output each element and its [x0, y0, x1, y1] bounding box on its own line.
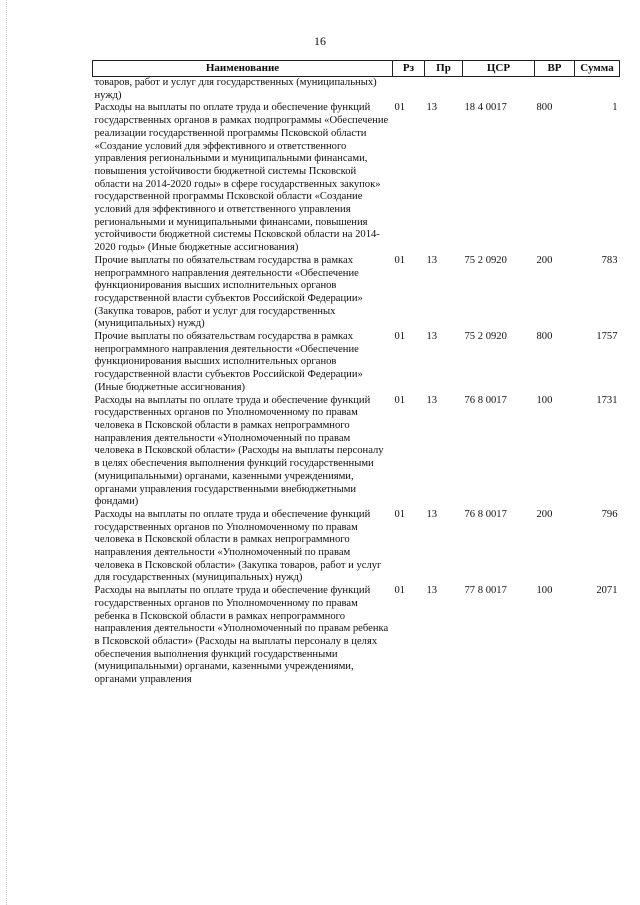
row-name: Расходы на выплаты по оплате труда и обеспечение функций государственных органов по Уполномоченному по правам человека в Псковской области в рамках непрограммного направления деятельности «Уполномоченный по правам человека в Псковской области» (Закупка товаров, работ и услуг для государственных (муниципальных) нужд)	[94, 508, 382, 584]
table-row	[93, 102, 620, 254]
row-csr: 18 4 0017	[464, 102, 507, 114]
row-csr: 76 8 0017	[464, 508, 507, 520]
row-sum: 796	[601, 508, 618, 520]
table-row	[93, 585, 620, 687]
row-sum: 1757	[596, 331, 618, 343]
row-rz: 01	[394, 394, 406, 406]
table-row	[93, 509, 620, 585]
header-rz: Рз	[393, 61, 425, 77]
row-csr: 75 2 0920	[464, 254, 507, 266]
row-csr: 77 8 0017	[464, 585, 507, 597]
row-csr: 75 2 0920	[464, 331, 507, 343]
scan-edge	[6, 0, 8, 905]
table-row	[93, 395, 620, 509]
row-rz: 01	[394, 508, 406, 520]
header-sum: Сумма	[575, 61, 620, 77]
row-vr: 200	[536, 508, 553, 520]
row-sum: 1731	[596, 394, 618, 406]
row-vr: 100	[536, 394, 553, 406]
row-pr: 13	[426, 508, 438, 520]
row-csr: 76 8 0017	[464, 394, 507, 406]
row-pr: 13	[426, 394, 438, 406]
table-header-row	[93, 61, 620, 77]
table-row	[93, 77, 620, 103]
row-vr: 100	[536, 585, 553, 597]
header-pr: Пр	[425, 61, 463, 77]
row-pr: 13	[426, 585, 438, 597]
row-vr: 200	[536, 254, 553, 266]
row-pr: 13	[426, 331, 438, 343]
row-sum: 1	[612, 102, 618, 114]
row-name: Прочие выплаты по обязательствам государства в рамках непрограммного направления деятельности «Обеспечение функционирования высших исполнительных органов государственной власти субъектов Российской Федерации» (Закупка товаров, работ и услуг для государственных (муниципальных) нужд)	[94, 254, 363, 330]
row-name-continuation: товаров, работ и услуг для государственных (муниципальных) нужд)	[94, 77, 377, 101]
row-vr: 800	[536, 102, 553, 114]
row-rz: 01	[394, 585, 406, 597]
row-rz: 01	[394, 331, 406, 343]
row-name: Расходы на выплаты по оплате труда и обеспечение функций государственных органов по Уполномоченному по правам ребенка в Псковской области в рамках непрограммного направления деятельности «Уполномоченный по правам ребенка в Псковской области» (Расходы на выплаты персоналу в целях обеспечения выполнения функций государственными (муниципальными) органами, казенными учреждениями, органами управления	[94, 585, 389, 686]
row-name: Расходы на выплаты по оплате труда и обеспечение функций государственных органов в рамках подпрограммы «Обеспечение реализации государственной программы Псковской области «Создание условий для эффективного и ответственного управления региональными и муниципальными финансами, повышения устойчивости бюджетной системы Псковской области на 2014-2020 годы» в сфере государственных закупок» государственной программы Псковской области «Создание условий для эффективного и ответственного управления региональными и муниципальными финансами, повышения устойчивости бюджетной системы Псковской области на 2014-2020 годы» (Иные бюджетные ассигнования)	[94, 102, 389, 254]
header-csr: ЦСР	[463, 61, 535, 77]
row-vr: 800	[536, 331, 553, 343]
budget-table	[92, 60, 620, 687]
table-row	[93, 255, 620, 331]
table-row	[93, 331, 620, 395]
header-vr: ВР	[535, 61, 575, 77]
row-name: Прочие выплаты по обязательствам государства в рамках непрограммного направления деятельности «Обеспечение функционирования высших исполнительных органов государственной власти субъектов Российской Федерации» (Иные бюджетные ассигнования)	[94, 331, 363, 393]
row-sum: 2071	[596, 585, 618, 597]
row-pr: 13	[426, 102, 438, 114]
row-pr: 13	[426, 254, 438, 266]
row-rz: 01	[394, 254, 406, 266]
page-number: 16	[314, 34, 326, 48]
row-name: Расходы на выплаты по оплате труда и обеспечение функций государственных органов по Уполномоченному по правам человека в Псковской области в рамках непрограммного направления деятельности «Уполномоченный по правам человека в Псковской области» (Расходы на выплаты персоналу в целях обеспечения выполнения функций государственными (муниципальными) органами, казенными учреждениями, органами управления государственными внебюджетными фондами)	[94, 394, 384, 508]
row-rz: 01	[394, 102, 406, 114]
row-sum: 783	[601, 254, 618, 266]
header-name: Наименование	[93, 61, 393, 77]
